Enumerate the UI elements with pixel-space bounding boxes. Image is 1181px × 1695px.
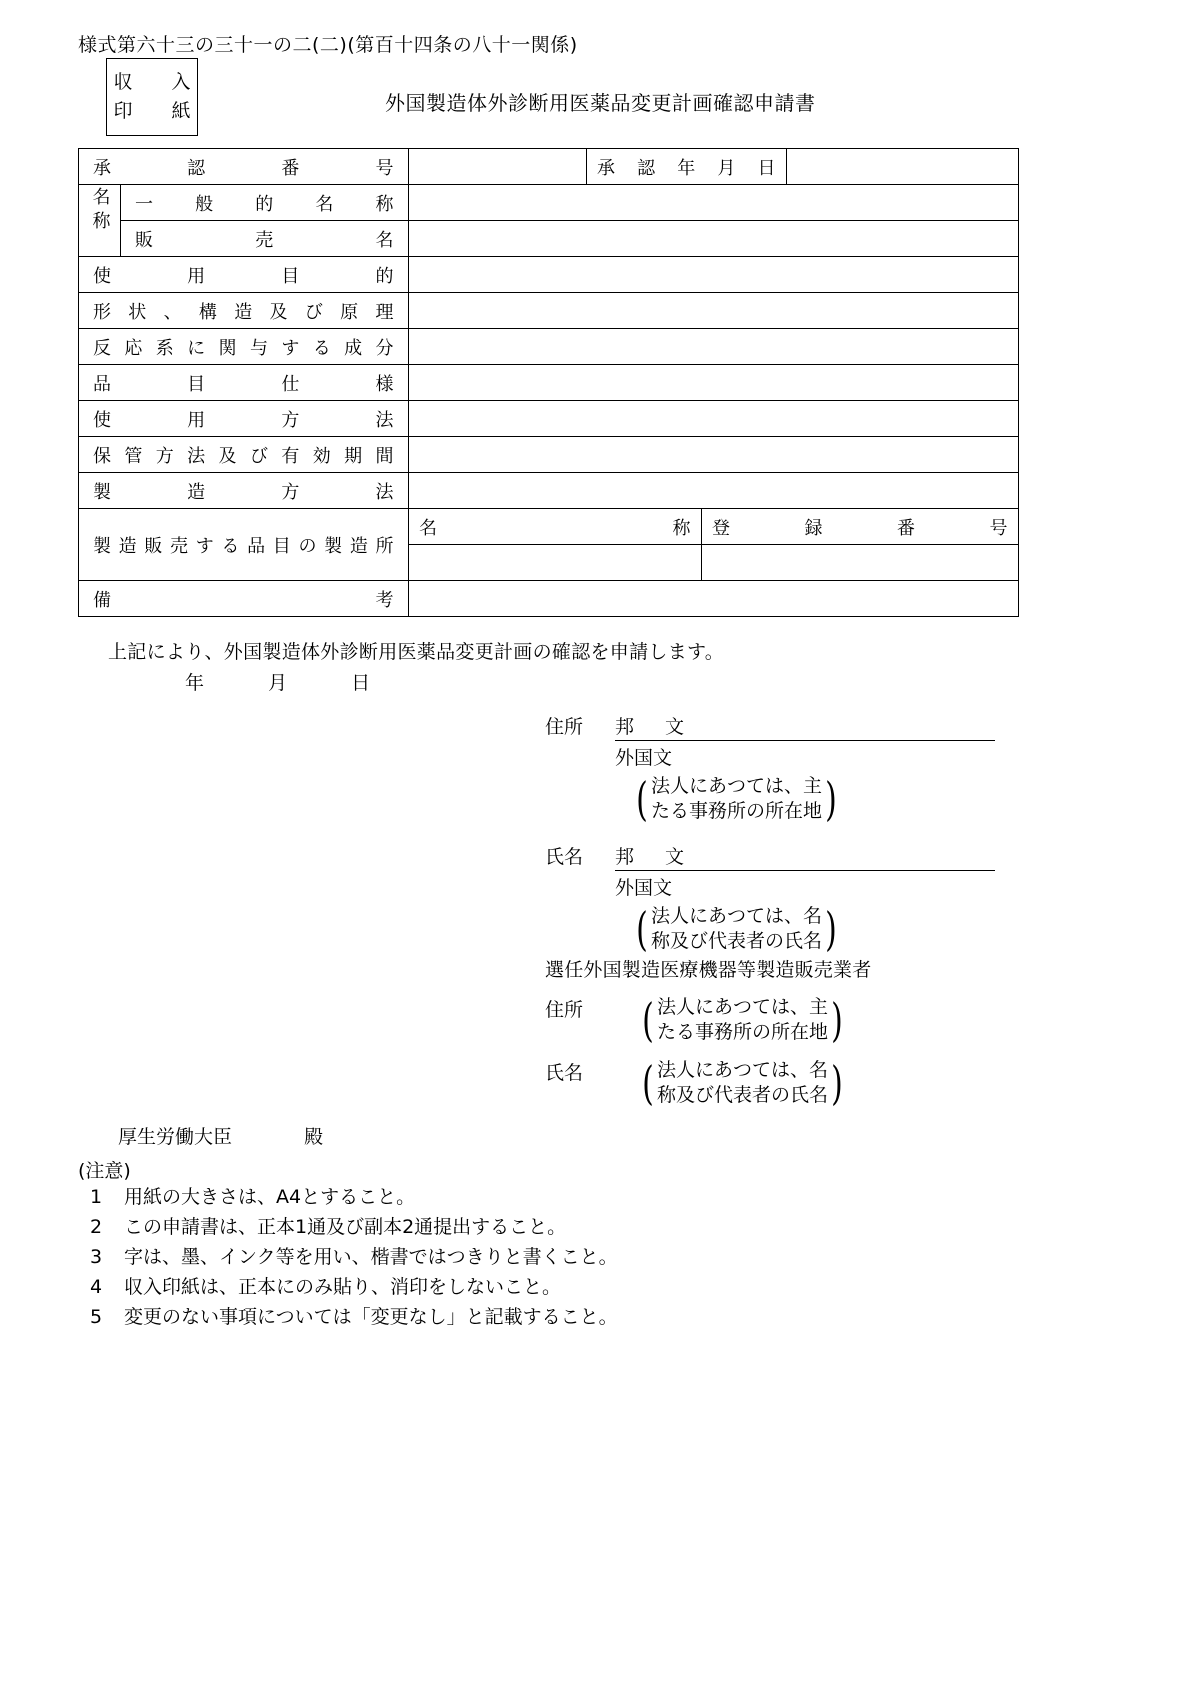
date-month-label[interactable]: 月 (268, 672, 288, 694)
factory-name-value[interactable] (409, 545, 702, 581)
table-row-reaction-components (79, 329, 1019, 365)
date-day-label[interactable]: 日 (351, 672, 371, 694)
note-number: 4 (90, 1276, 103, 1298)
list-item (90, 1272, 618, 1302)
applicant-name-note-line1: 法人にあつては、名 (650, 905, 822, 927)
addressee-line (118, 1122, 323, 1149)
applicant-address-foreign[interactable]: 外国文 (615, 747, 673, 769)
list-item (90, 1212, 618, 1242)
row-label-storage: 保 管 方 法 及 び 有 効 期 間 (79, 437, 409, 473)
brand-name-value[interactable] (409, 221, 1019, 257)
row-label-specification: 品 目 仕 様 (79, 365, 409, 401)
brace-open-icon: ( (642, 992, 654, 1047)
page-title: 外国製造体外診断用医薬品変更計画確認申請書 (385, 91, 816, 115)
note-text: この申請書は、正本1通及び副本2通提出すること。 (124, 1216, 567, 1238)
row-value-storage[interactable] (409, 437, 1019, 473)
list-item (90, 1242, 618, 1272)
note-text: 字は、墨、インク等を用い、楷書ではつきりと書くこと。 (124, 1246, 618, 1268)
applicant-name-japanese[interactable]: 邦 文 (615, 842, 995, 871)
table-row-usage-method (79, 401, 1019, 437)
list-item (90, 1182, 618, 1212)
remarks-label: 備 考 (79, 581, 409, 617)
date-line (185, 668, 370, 695)
application-statement: 上記により、外国製造体外診断用医薬品変更計画の確認を申請します。 (108, 641, 725, 663)
applicant-name-note-line2: 称及び代表者の氏名 (650, 930, 822, 953)
notes-title: (注意) (78, 1160, 131, 1182)
row-label-usage-method: 使 用 方 法 (79, 401, 409, 437)
row-label-purpose: 使 用 目 的 (79, 257, 409, 293)
generic-name-label: 一 般 的 名 称 (121, 185, 409, 221)
stamp-label-line2: 印 紙 (113, 100, 201, 122)
table-row-specification (79, 365, 1019, 401)
note-number: 2 (90, 1216, 103, 1238)
minister-label: 厚生労働大臣 (118, 1126, 233, 1148)
stamp-label-line1: 収 入 (113, 70, 201, 93)
agent-name-row (545, 1055, 846, 1110)
row-value-purpose[interactable] (409, 257, 1019, 293)
applicant-name-row (545, 842, 995, 954)
note-text: 用紙の大きさは、A4とすること。 (124, 1186, 416, 1208)
agent-address-body (615, 992, 846, 1047)
note-number: 1 (90, 1186, 103, 1208)
remarks-value[interactable] (409, 581, 1019, 617)
applicant-address-note-line2: たる事務所の所在地 (650, 800, 822, 823)
brace-open-icon: ( (636, 901, 648, 956)
applicant-address-japanese[interactable]: 邦 文 (615, 712, 995, 741)
note-number: 5 (90, 1306, 103, 1328)
agent-name-note (639, 1055, 846, 1110)
applicant-name-body (615, 842, 995, 954)
list-item (90, 1302, 618, 1332)
table-row-factory-header (79, 509, 1019, 545)
applicant-address-key: 住所 (545, 716, 584, 738)
factory-label: 製 造 販 売 す る 品 目 の 製 造 所 (79, 509, 409, 581)
approval-number-value[interactable] (409, 149, 587, 185)
row-label-manufacturing-method: 製 造 方 法 (79, 473, 409, 509)
brace-open-icon: ( (636, 771, 648, 826)
honorific-label: 殿 (304, 1126, 324, 1148)
brace-open-icon: ( (642, 1055, 654, 1110)
table-row-generic-name (79, 185, 1019, 221)
row-value-structure[interactable] (409, 293, 1019, 329)
factory-registration-value[interactable] (702, 545, 1019, 581)
applicant-address-row (545, 712, 995, 824)
table-row-purpose (79, 257, 1019, 293)
brand-name-label: 販 売 名 (121, 221, 409, 257)
brace-close-icon: ) (825, 771, 837, 826)
row-value-usage-method[interactable] (409, 401, 1019, 437)
row-value-manufacturing-method[interactable] (409, 473, 1019, 509)
agent-name-note-line2: 称及び代表者の氏名 (656, 1084, 828, 1107)
factory-name-header: 名 称 (409, 509, 702, 545)
brace-close-icon: ) (825, 901, 837, 956)
agent-address-key: 住所 (545, 999, 584, 1021)
agent-heading: 選任外国製造医療機器等製造販売業者 (545, 959, 872, 981)
date-year-label[interactable]: 年 (185, 672, 205, 694)
agent-address-note-line2: たる事務所の所在地 (656, 1021, 828, 1044)
application-table (78, 148, 1019, 617)
brace-close-icon: ) (831, 992, 843, 1047)
factory-registration-header: 登 録 番 号 (702, 509, 1019, 545)
row-label-structure: 形 状 、 構 造 及 び 原 理 (79, 293, 409, 329)
agent-address-note-line1: 法人にあつては、主 (656, 996, 828, 1018)
approval-number-label: 承 認 番 号 (79, 149, 409, 185)
table-row-storage (79, 437, 1019, 473)
notes-list (90, 1182, 618, 1332)
approval-date-value[interactable] (787, 149, 1019, 185)
form-number: 様式第六十三の三十一の二(二)(第百十四条の八十一関係) (78, 34, 578, 56)
approval-date-label: 承 認 年 月 日 (587, 149, 787, 185)
row-value-specification[interactable] (409, 365, 1019, 401)
note-text: 収入印紙は、正本にのみ貼り、消印をしないこと。 (124, 1276, 562, 1298)
agent-address-row (545, 992, 846, 1047)
agent-address-note (639, 992, 846, 1047)
applicant-name-note (633, 901, 995, 956)
note-text: 変更のない事項については「変更なし」と記載すること。 (124, 1306, 618, 1328)
applicant-name-key: 氏名 (545, 846, 584, 868)
table-row-remarks (79, 581, 1019, 617)
brace-close-icon: ) (831, 1055, 843, 1110)
name-group-label: 名称 (79, 185, 121, 257)
table-row-manufacturing-method (79, 473, 1019, 509)
applicant-name-foreign[interactable]: 外国文 (615, 877, 673, 899)
applicant-address-note-line1: 法人にあつては、主 (650, 775, 822, 797)
agent-name-key: 氏名 (545, 1062, 584, 1084)
generic-name-value[interactable] (409, 185, 1019, 221)
note-number: 3 (90, 1246, 103, 1268)
agent-name-note-line1: 法人にあつては、名 (656, 1059, 828, 1081)
table-row-structure (79, 293, 1019, 329)
table-row-brand-name (79, 221, 1019, 257)
agent-name-body (615, 1055, 846, 1110)
table-row-approval (79, 149, 1019, 185)
applicant-address-body (615, 712, 995, 824)
applicant-address-note (633, 771, 995, 826)
row-label-reaction-components: 反 応 系 に 関 与 す る 成 分 (79, 329, 409, 365)
row-value-reaction-components[interactable] (409, 329, 1019, 365)
revenue-stamp-box (106, 58, 201, 136)
